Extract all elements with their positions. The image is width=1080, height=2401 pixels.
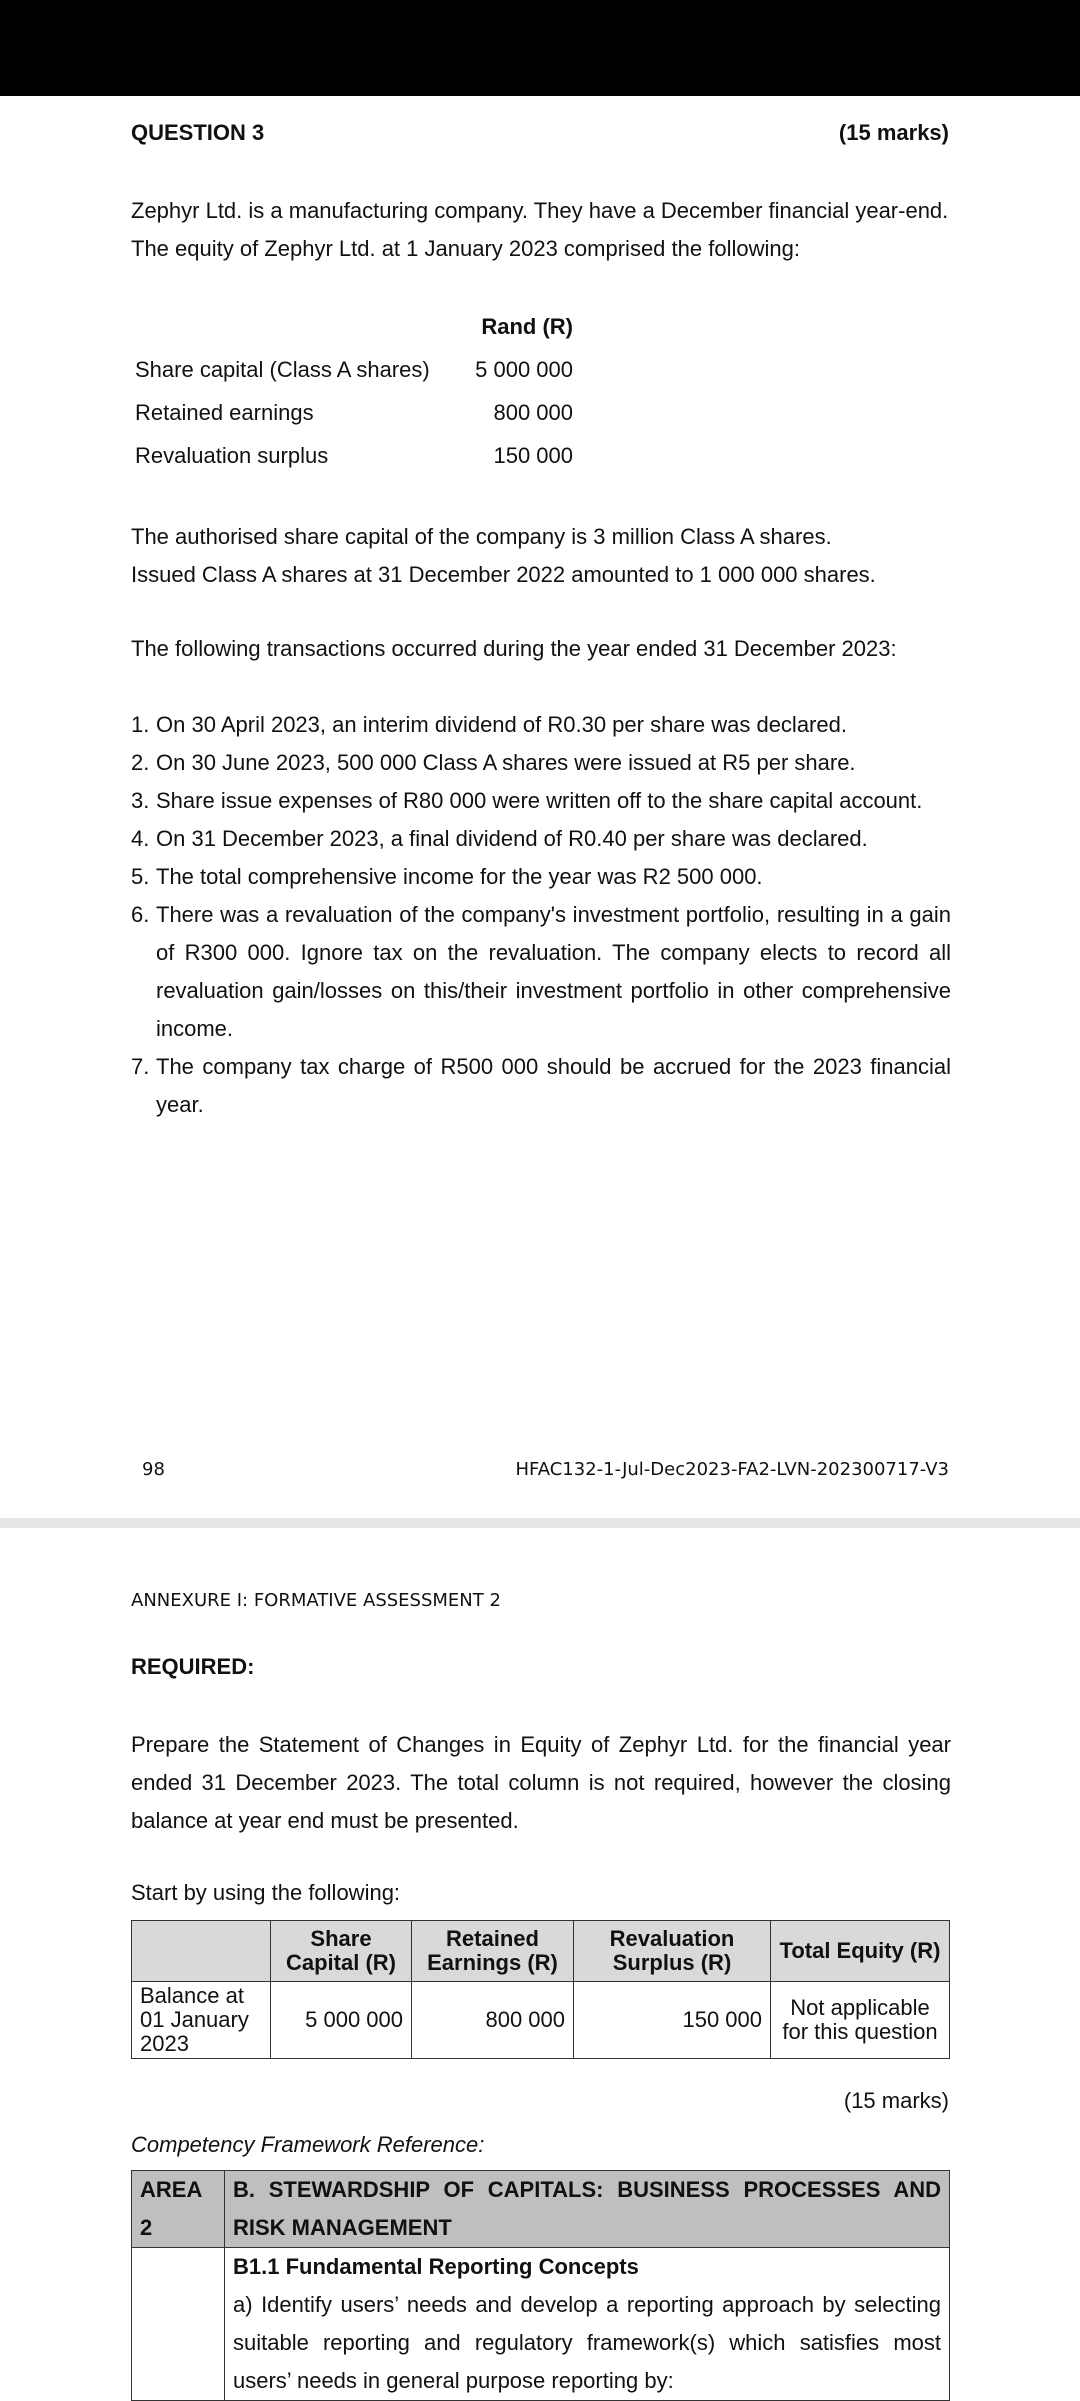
table-row: [131, 348, 577, 391]
annexure-heading: ANNEXURE I: FORMATIVE ASSESSMENT 2: [131, 1590, 501, 1611]
share-capital-paragraph: [131, 518, 951, 594]
area-label: AREA 2: [132, 2171, 225, 2248]
row-label: Retained earnings: [135, 399, 314, 425]
cell-value: 800 000: [412, 1982, 574, 2059]
column-header: Total Equity (R): [771, 1921, 950, 1982]
list-item: 7. The company tax charge of R500 000 should be accrued for the 2023 financial year.: [131, 1054, 951, 1117]
row-label: Share capital (Class A shares): [135, 356, 430, 382]
list-item: 3. Share issue expenses of R80 000 were written off to the share capital account.: [131, 788, 923, 813]
competency-framework-table: [131, 2170, 950, 2401]
table-row: [132, 2248, 950, 2401]
table-header-row: [132, 2171, 950, 2248]
intro-line-1: Zephyr Ltd. is a manufacturing company. They have a December financial year-end.: [131, 198, 949, 223]
column-header: Revaluation Surplus (R): [574, 1921, 771, 1982]
required-heading: REQUIRED:: [131, 1654, 255, 1679]
authorised-text: The authorised share capital of the company is 3 million Class A shares.: [131, 524, 832, 549]
list-item: 1. On 30 April 2023, an interim dividend of R0.30 per share was declared.: [131, 712, 847, 737]
cell-value: 5 000 000: [271, 1982, 412, 2059]
table-row: [131, 391, 577, 434]
start-instruction: Start by using the following:: [131, 1880, 401, 1905]
intro-paragraph: [131, 192, 951, 268]
list-item: 4. On 31 December 2023, a final dividend of R0.40 per share was declared.: [131, 826, 868, 851]
list-item: 6. There was a revaluation of the company's investment portfolio, resulting in a gain of R300 000. Ignore tax on the revaluation. The company elects to record all revaluation gain/losses on this/their investment portfolio in other comprehensive income.: [131, 902, 951, 1041]
page-separator: [0, 1518, 1080, 1528]
page-number: 98: [142, 1459, 165, 1480]
question-title: QUESTION 3: [131, 120, 265, 145]
transactions-intro: The following transactions occurred during the year ended 31 December 2023:: [131, 636, 897, 661]
list-item: 5. The total comprehensive income for the year was R2 500 000.: [131, 864, 763, 889]
question-marks: (15 marks): [838, 120, 949, 145]
list-item: 2. On 30 June 2023, 500 000 Class A shares were issued at R5 per share.: [131, 750, 856, 775]
top-black-bar: [0, 0, 1080, 96]
opening-equity-table: [131, 305, 577, 477]
table-row: [131, 434, 577, 477]
framework-body: a) Identify users’ needs and develop a reporting approach by selecting suitable reporting and regulatory framework(s) which satisfies most users’ needs in general purpose reporting by:: [233, 2292, 941, 2393]
cell-value: Not applicable for this question: [771, 1982, 950, 2059]
prepare-paragraph: Prepare the Statement of Changes in Equity of Zephyr Ltd. for the financial year ended 31 December 2023. The total column is not required, however the closing balance at year end must be presented.: [131, 1732, 951, 1833]
framework-heading: B. STEWARDSHIP OF CAPITALS: BUSINESS PROCESSES AND RISK MANAGEMENT: [225, 2171, 950, 2248]
table-header-row: [132, 1921, 950, 1982]
transactions-list: [131, 706, 951, 1124]
row-label: Revaluation surplus: [135, 442, 329, 468]
row-label: Balance at 01 January 2023: [132, 1982, 271, 2059]
column-header: [132, 1921, 271, 1982]
required-marks: (15 marks): [843, 2088, 949, 2113]
issued-text: Issued Class A shares at 31 December 2022 amounted to 1 000 000 shares.: [131, 562, 876, 587]
changes-in-equity-table: [131, 1920, 950, 2059]
framework-subheading: B1.1 Fundamental Reporting Concepts: [233, 2254, 639, 2279]
table-header-row: [131, 305, 577, 348]
intro-line-2: The equity of Zephyr Ltd. at 1 January 2023 comprised the following:: [131, 236, 800, 261]
document-page-2: [0, 1528, 1080, 2400]
document-page-1: [0, 96, 1080, 1518]
column-header: Share Capital (R): [271, 1921, 412, 1982]
cell-value: 150 000: [574, 1982, 771, 2059]
row-amount: 800 000: [493, 399, 573, 425]
table-row: [132, 1982, 950, 2059]
column-header-rand: Rand (R): [481, 313, 573, 339]
competency-reference-heading: Competency Framework Reference:: [131, 2132, 485, 2157]
row-amount: 150 000: [493, 442, 573, 468]
column-header: Retained Earnings (R): [412, 1921, 574, 1982]
row-amount: 5 000 000: [475, 356, 573, 382]
document-code: HFAC132-1-Jul-Dec2023-FA2-LVN-202300717-V3: [515, 1459, 949, 1480]
